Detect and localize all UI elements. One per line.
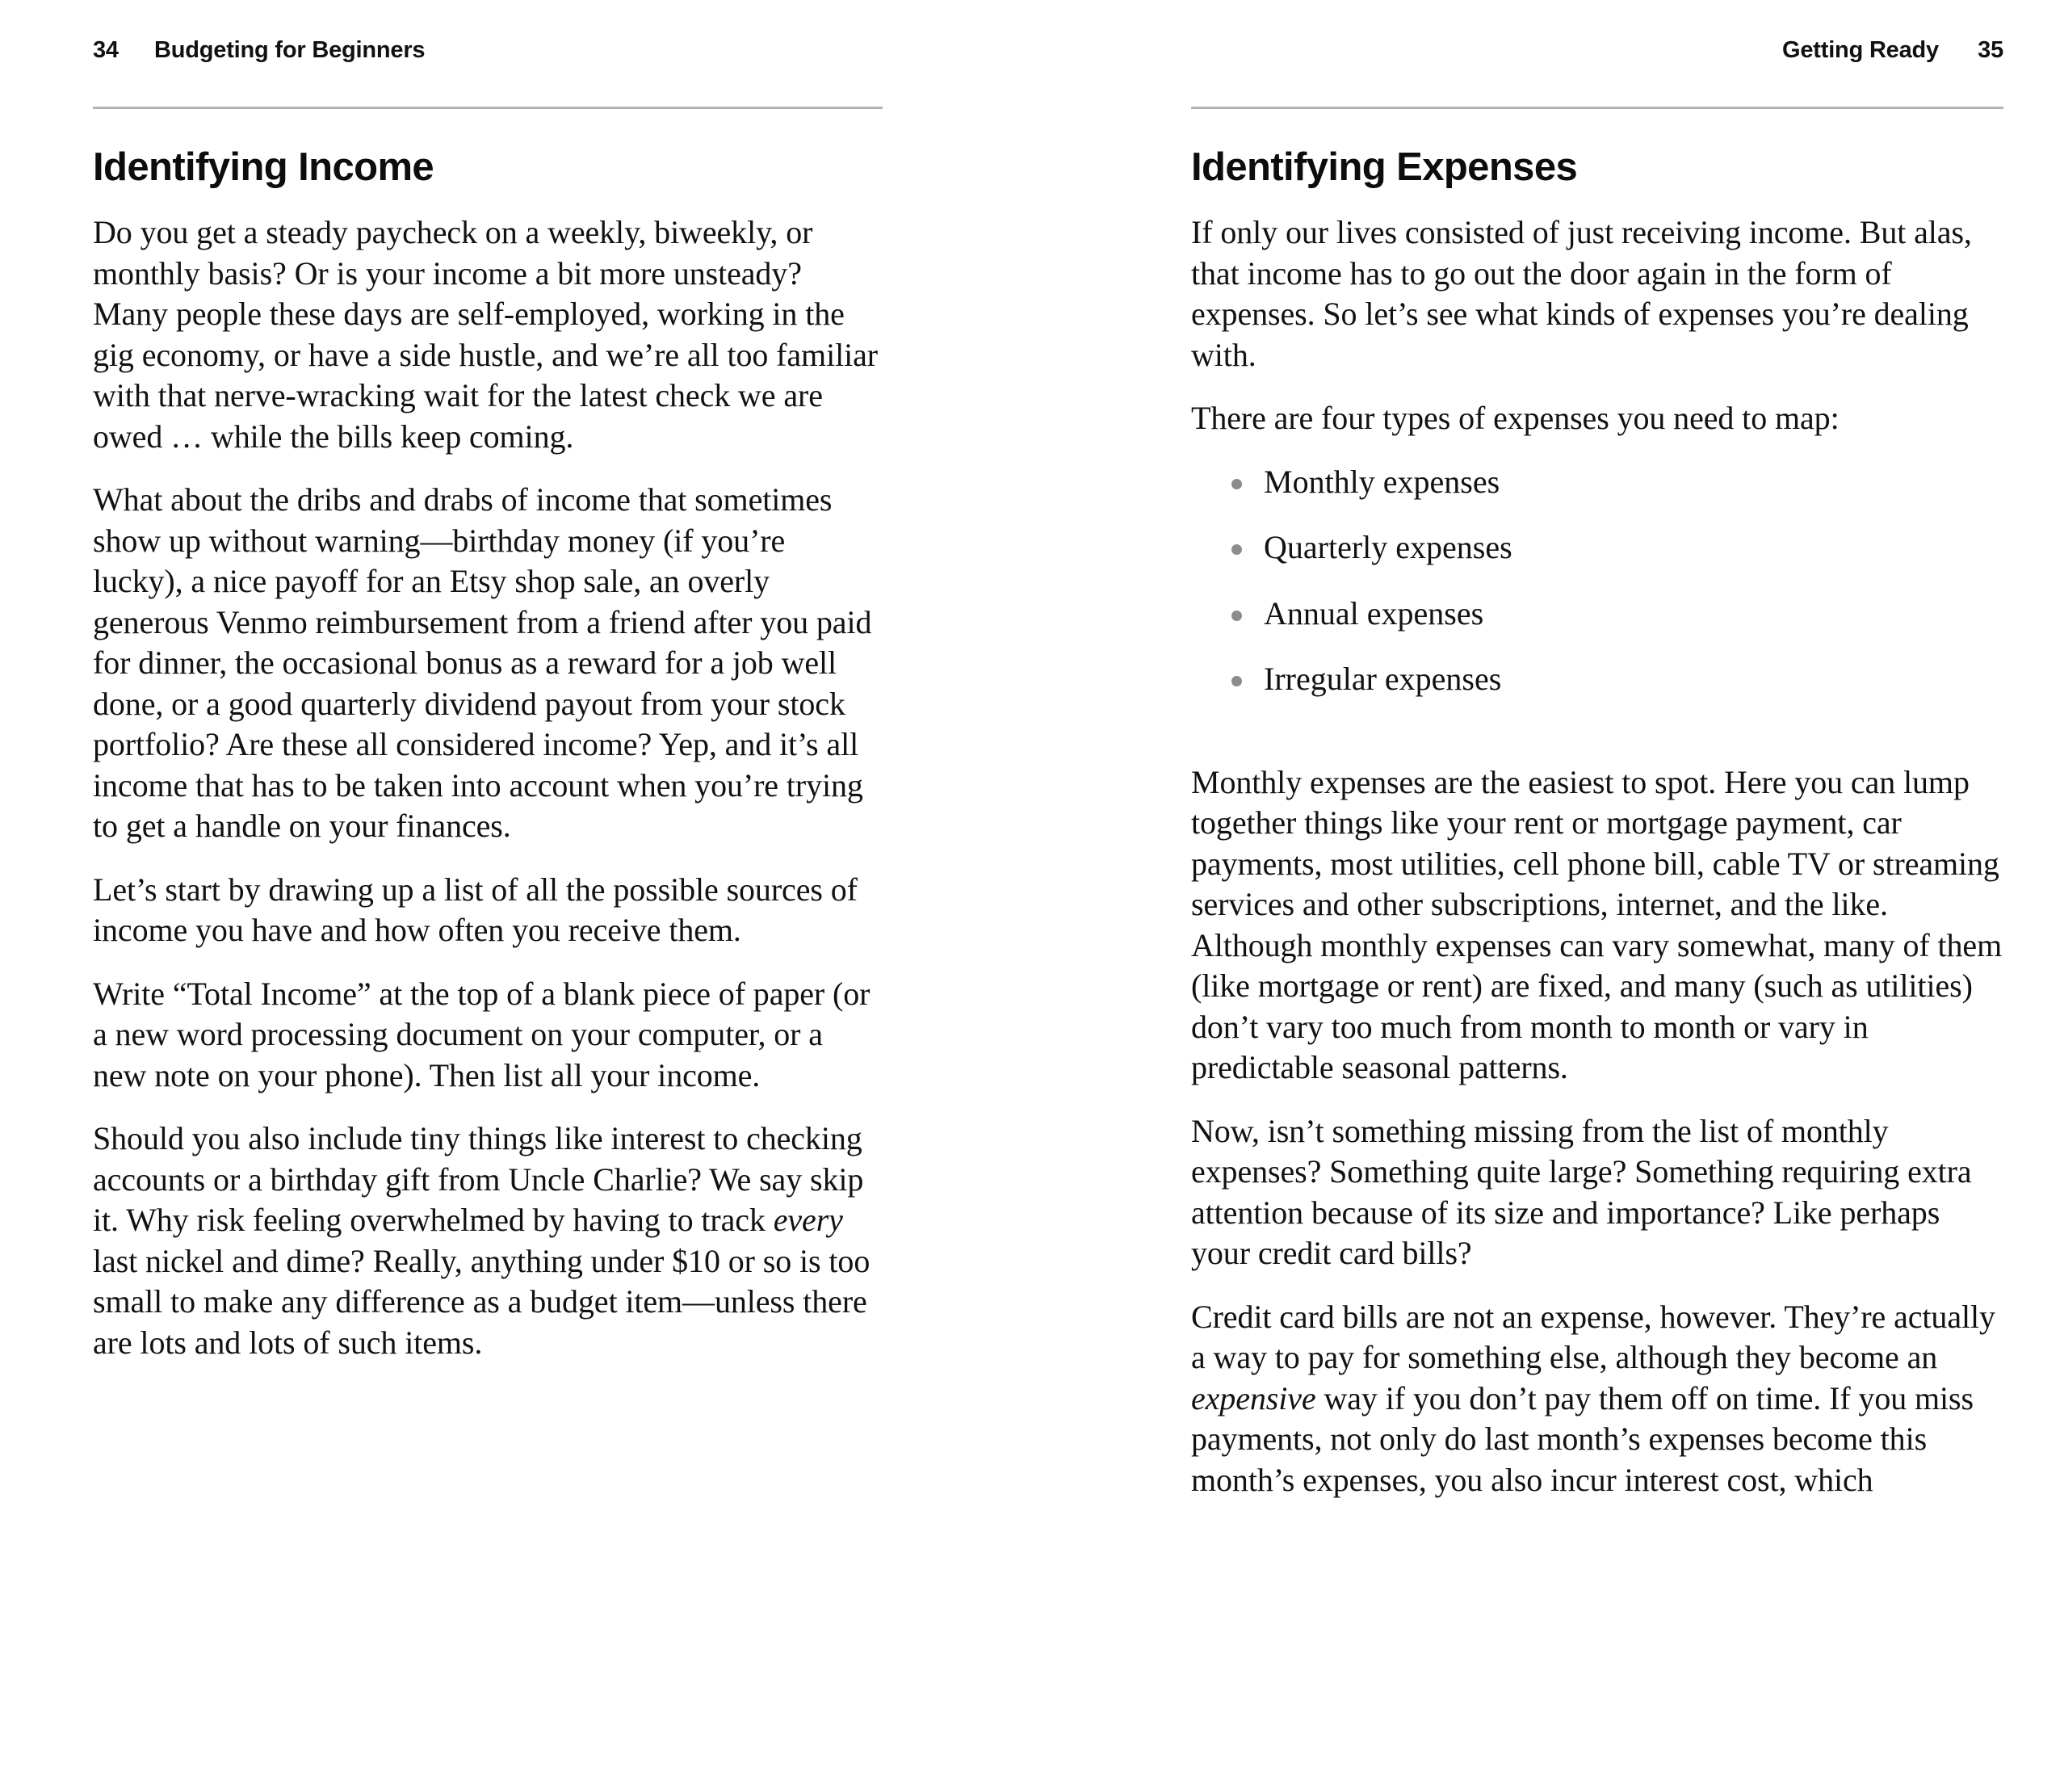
list-item-label: Irregular expenses xyxy=(1264,661,1502,698)
list-item-label: Annual expenses xyxy=(1264,594,1484,632)
paragraph-text-before: Credit card bills are not an expense, however. They’re actually a way to pay for something else, although they become an xyxy=(1191,1298,1995,1376)
running-head-left xyxy=(93,0,883,109)
paragraph-text-after: last nickel and dime? Really, anything under $10 or so is too small to make any difference as a budget item—unless there are lots and lots of such items. xyxy=(93,1242,870,1361)
list-item-label: Monthly expenses xyxy=(1264,463,1500,500)
chapter-title-right: Getting Ready xyxy=(1782,37,1939,63)
paragraph: What about the dribs and drabs of income that sometimes show up without warning—birthday money (if you’re lucky), a nice payoff for an Etsy shop sale, an overly generous Venmo reimbursement from a friend after you paid for dinner, the occasional bonus as a reward for a job well done, or a good quarterly dividend payout from your stock portfolio? Are these all considered income? Yep, and it’s all income that has to be taken into account when you’re trying to get a handle on your finances. xyxy=(93,481,872,845)
paragraph: Do you get a steady paycheck on a weekly, biweekly, or monthly basis? Or is your income a bit more unsteady? Many people these days are self-employed, working in the gig economy, or have a side hustle, and we’re all too familiar with that nerve-wracking wait for the latest check we are owed … while the bills keep coming. xyxy=(93,214,878,455)
paragraph: Let’s start by drawing up a list of all the possible sources of income you have and how often you receive them. xyxy=(93,871,858,949)
bullet-dot-icon xyxy=(1231,479,1242,489)
list-item xyxy=(1230,527,2003,569)
list-item xyxy=(1230,594,2003,635)
page-number-left: 34 xyxy=(93,37,119,63)
paragraph-with-emphasis xyxy=(93,1118,883,1363)
right-body-text xyxy=(1191,212,2003,1500)
header-rule-right xyxy=(1191,107,2003,109)
list-item-label: Quarterly expenses xyxy=(1264,529,1512,566)
list-lead-in: There are four types of expenses you need to map: xyxy=(1191,400,1840,437)
list-spacer xyxy=(1191,725,2003,762)
heading-identifying-expenses: Identifying Expenses xyxy=(1191,145,1578,189)
paragraph-with-emphasis xyxy=(1191,1297,2003,1501)
list-item xyxy=(1230,659,2003,700)
running-head-right xyxy=(1191,0,2003,109)
list-item xyxy=(1230,462,2003,503)
header-rule-left xyxy=(93,107,883,109)
paragraph: If only our lives consisted of just receiving income. But alas, that income has to go out the door again in the form of expenses. So let’s see what kinds of expenses you’re dealing with. xyxy=(1191,214,1972,373)
page-number-right: 35 xyxy=(1978,37,2003,63)
left-body-text xyxy=(93,212,883,1363)
bullet-dot-icon xyxy=(1231,544,1242,555)
expense-types-list xyxy=(1191,462,2003,700)
right-page xyxy=(1032,0,2064,1792)
heading-identifying-income: Identifying Income xyxy=(93,145,434,189)
paragraph-text-before: Should you also include tiny things like interest to checking accounts or a birthday gift from Uncle Charlie? We say skip it. Why risk feeling overwhelmed by having to track xyxy=(93,1120,864,1239)
bullet-dot-icon xyxy=(1231,611,1242,621)
emphasis-expensive: expensive xyxy=(1191,1379,1316,1416)
bullet-dot-icon xyxy=(1231,676,1242,686)
emphasis-every: every xyxy=(773,1202,843,1239)
paragraph-text-after: way if you don’t pay them off on time. If you miss payments, not only do last month’s expenses become this month’s expenses, you also incur interest cost, which xyxy=(1191,1379,1974,1498)
paragraph: Monthly expenses are the easiest to spot. Here you can lump together things like your rent or mortgage payment, car payments, most utilities, cell phone bill, cable TV or streaming services and other subscriptions, internet, and the like. Although monthly expenses can vary somewhat, many of them (like mortgage or rent) are fixed, and many (such as utilities) don’t vary too much from month to month or vary in predictable seasonal patterns. xyxy=(1191,763,2003,1086)
paragraph: Write “Total Income” at the top of a blank piece of paper (or a new word processing document on your computer, or a new note on your phone). Then list all your income. xyxy=(93,975,870,1093)
paragraph: Now, isn’t something missing from the list of monthly expenses? Something quite large? Something requiring extra attention because of its size and importance? Like perhaps your credit card bills? xyxy=(1191,1112,1972,1272)
book-title-left: Budgeting for Beginners xyxy=(154,37,426,63)
